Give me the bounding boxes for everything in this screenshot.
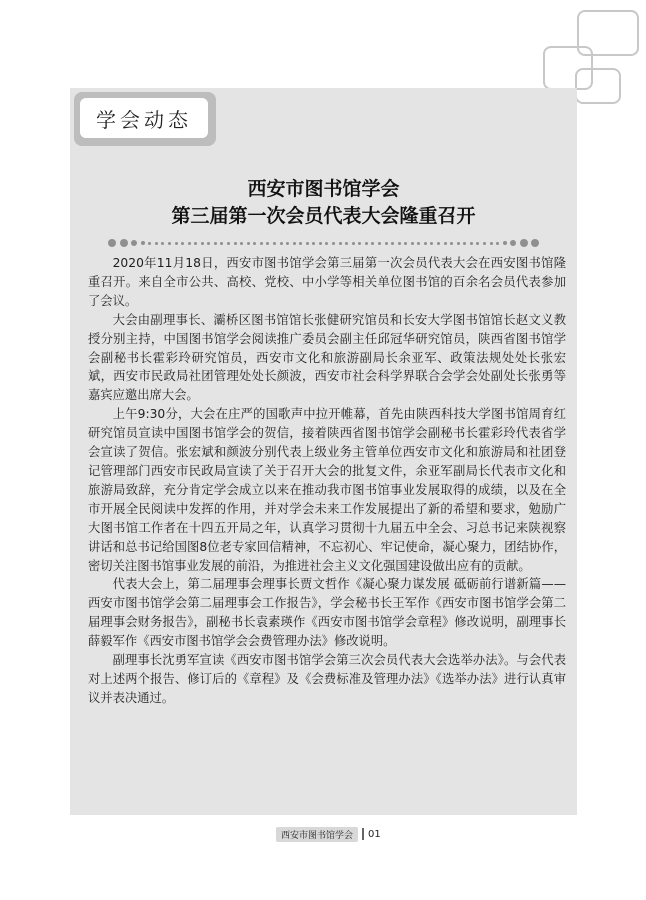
paragraph-3: 上午9:30分，大会在庄严的国歌声中拉开帷幕，首先由陕西科技大学图书馆周育红研究馆员宣读中国图书馆学会的贺信，接着陕西省图书馆学会副秘书长霍彩玲代表省学会宣读了贺信。张宏斌和颜波分别代表上级业务主管单位西安市文化和旅游局和社团登记管理部门西安市民政局宣读了关于召开大会的批复文件，余亚军副局长代表市文化和旅游局致辞，充分肯定学会成立以来在推动我市图书馆事业发展取得的成绩，以及在全市开展全民阅读中发挥的作用，并对学会未来工作发展提出了新的希望和要求，勉励广大图书馆工作者在十四五开局之年，认真学习贯彻十九届五中全会、习总书记来陕视察讲话和总书记给国图8位老专家回信精神，不忘初心、牢记使命，凝心聚力，团结协作，密切关注图书馆事业发展的前沿，为推进社会主义文化强国建设做出应有的贡献。 (88, 407, 566, 573)
decorative-box-top-right-3 (575, 68, 621, 104)
paragraph-5: 副理事长沈勇军宣读《西安市图书馆学会第三次会员代表大会选举办法》。与会代表对上述两个报告、修订后的《章程》及《会费标准及管理办法》《选举办法》进行认真审议并表决通过。 (88, 653, 566, 705)
divider-dot (358, 242, 361, 245)
divider-dot (266, 242, 269, 245)
divider-dot (444, 242, 447, 245)
divider-dot (299, 242, 302, 245)
divider-dot (120, 239, 128, 247)
divider-dot (352, 242, 355, 245)
article-title (70, 176, 577, 230)
divider-dot (496, 242, 499, 245)
divider-dot (450, 242, 453, 245)
paragraph-2: 大会由副理事长、灞桥区图书馆馆长张健研究馆员和长安大学图书馆馆长赵文义教授分别主持，中国图书馆学会阅读推广委员会副主任邱冠华研究馆员，陕西省图书馆学会副秘书长霍彩玲研究馆员，西安市文化和旅游副局长余亚军、政策法规处处长张宏斌，西安市民政局社团管理处处长颜波，西安市社会科学界联合会学会处副处长张勇等嘉宾应邀出席大会。 (88, 312, 566, 403)
page-number: 01 (368, 828, 381, 840)
page-footer (276, 826, 381, 842)
divider-dot (332, 242, 335, 245)
divider-dot (463, 242, 466, 245)
footer-publication: 西安市图书馆学会 (276, 827, 358, 842)
footer-separator (362, 828, 364, 840)
paragraph-1: 2020年11月18日，西安市图书馆学会第三届第一次会员代表大会在西安图书馆隆重召开。来自全市公共、高校、党校、中小学等相关单位图书馆的百余名会员代表参加了会议。 (88, 256, 566, 308)
divider-dot (510, 240, 516, 246)
divider-dot (531, 239, 539, 247)
divider-dot (293, 242, 296, 245)
divider-dot (385, 242, 388, 245)
divider-dot (131, 240, 137, 246)
divider-dot (345, 242, 348, 245)
divider-dot (194, 242, 197, 245)
divider-dot (175, 242, 178, 245)
divider-dot (253, 242, 256, 245)
divider-dot (319, 242, 322, 245)
divider-dot (398, 242, 401, 245)
divider-dot (207, 242, 210, 245)
divider-dot (273, 242, 276, 245)
divider-dot (339, 242, 342, 245)
divider-dot (325, 242, 328, 245)
divider-dot (391, 242, 394, 245)
divider-dot (286, 242, 289, 245)
divider-dot (155, 242, 158, 245)
divider-dot (411, 242, 414, 245)
divider-dot (220, 242, 223, 245)
divider-dot (214, 242, 217, 245)
paragraph-4: 代表大会上，第二届理事会理事长贾文哲作《凝心聚力谋发展 砥砺前行谱新篇——西安市图书馆学会第二届理事会工作报告》，学会秘书长王军作《西安市图书馆学会第二届理事会财务报告》，副秘书长袁素瑛作《西安市图书馆学会章程》修改说明，副理事长薛毅军作《西安市图书馆学会会费管理办法》修改说明。 (88, 577, 566, 649)
divider-dot (490, 242, 493, 245)
divider-dot (424, 242, 427, 245)
divider-dot (520, 239, 528, 247)
divider-dot (378, 242, 381, 245)
divider-dot (457, 242, 460, 245)
divider-dot (437, 242, 440, 245)
divider-dot (476, 242, 479, 245)
divider-dot (108, 239, 116, 247)
divider-dot (483, 242, 486, 245)
article-body (88, 254, 566, 708)
divider-dot (234, 242, 237, 245)
divider-dot (227, 242, 230, 245)
divider-dot (371, 242, 374, 245)
divider-dot (404, 242, 407, 245)
divider-dot (201, 242, 204, 245)
divider-dot (503, 241, 507, 245)
divider-dot (430, 242, 433, 245)
divider-dot (240, 242, 243, 245)
divider-dot (365, 242, 368, 245)
article-title-line1: 西安市图书馆学会 (247, 178, 400, 200)
divider-dot (306, 242, 309, 245)
divider-dot (161, 242, 164, 245)
divider-dot (148, 242, 151, 245)
divider-dot (470, 242, 473, 245)
divider-dot (247, 242, 250, 245)
divider-dot (280, 242, 283, 245)
divider-dot (141, 241, 145, 245)
divider-dot (417, 242, 420, 245)
section-tag: 学会动态 (80, 98, 208, 138)
divider-dot (188, 242, 191, 245)
divider-dot (168, 242, 171, 245)
divider-dot (181, 242, 184, 245)
divider-dot (312, 242, 315, 245)
dotted-divider (108, 238, 540, 248)
article-title-line2: 第三届第一次会员代表大会隆重召开 (171, 205, 476, 227)
divider-dot (260, 242, 263, 245)
